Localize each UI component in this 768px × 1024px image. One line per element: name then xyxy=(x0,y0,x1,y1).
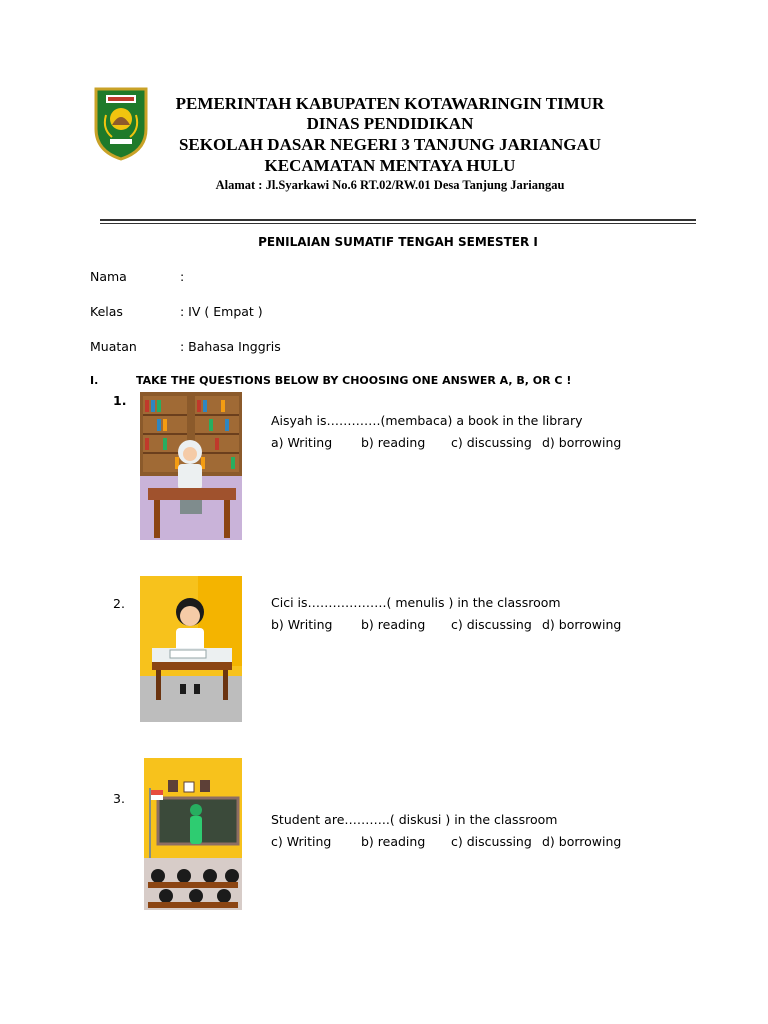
question-1-option-d[interactable]: d) borrowing xyxy=(542,435,622,450)
header-line-2: DINAS PENDIDIKAN xyxy=(306,114,474,133)
question-2-option-a[interactable]: b) Writing xyxy=(271,617,333,632)
field-label-name: Nama xyxy=(90,269,127,284)
question-3-option-d[interactable]: d) borrowing xyxy=(542,834,622,849)
regency-crest-logo xyxy=(92,85,150,161)
library-reading-illustration xyxy=(140,392,242,540)
question-1-option-c[interactable]: c) discussing xyxy=(451,435,532,450)
field-label-class: Kelas xyxy=(90,304,123,319)
section-instruction: TAKE THE QUESTIONS BELOW BY CHOOSING ONE ANSWER A, B, OR C ! xyxy=(136,374,572,387)
header-line-1: PEMERINTAH KABUPATEN KOTAWARINGIN TIMUR xyxy=(175,94,605,113)
header-divider xyxy=(100,219,696,221)
writing-student-illustration xyxy=(140,576,242,722)
question-3-option-b[interactable]: b) reading xyxy=(361,834,426,849)
question-1-number: 1. xyxy=(113,393,127,408)
question-2-option-d[interactable]: d) borrowing xyxy=(542,617,622,632)
field-label-subject: Muatan xyxy=(90,339,137,354)
question-2-option-c[interactable]: c) discussing xyxy=(451,617,532,632)
question-3-option-a[interactable]: c) Writing xyxy=(271,834,332,849)
field-value-subject: : Bahasa Inggris xyxy=(180,339,281,354)
question-1-option-a[interactable]: a) Writing xyxy=(271,435,333,450)
header-line-4: KECAMATAN MENTAYA HULU xyxy=(264,156,516,175)
question-3-option-c[interactable]: c) discussing xyxy=(451,834,532,849)
exam-title: PENILAIAN SUMATIF TENGAH SEMESTER I xyxy=(258,235,538,249)
header-divider-thin xyxy=(100,223,696,224)
header-line-3: SEKOLAH DASAR NEGERI 3 TANJUNG JARIANGAU xyxy=(178,135,602,154)
question-2-number: 2. xyxy=(113,596,125,611)
question-2-option-b[interactable]: b) reading xyxy=(361,617,426,632)
question-1-option-b[interactable]: b) reading xyxy=(361,435,426,450)
school-address: Alamat : Jl.Syarkawi No.6 RT.02/RW.01 Desa Tanjung Jariangau xyxy=(215,178,565,192)
question-3-text: Student are………..( diskusi ) in the classroom xyxy=(271,812,558,827)
question-2-text: Cici is……………….( menulis ) in the classroom xyxy=(271,595,561,610)
question-3-number: 3. xyxy=(113,791,125,806)
classroom-discussion-illustration xyxy=(144,758,242,910)
section-number: I. xyxy=(90,374,99,387)
question-1-text: Aisyah is………….(membaca) a book in the library xyxy=(271,413,583,428)
field-value-class: : IV ( Empat ) xyxy=(180,304,263,319)
field-value-name: : xyxy=(180,269,185,284)
